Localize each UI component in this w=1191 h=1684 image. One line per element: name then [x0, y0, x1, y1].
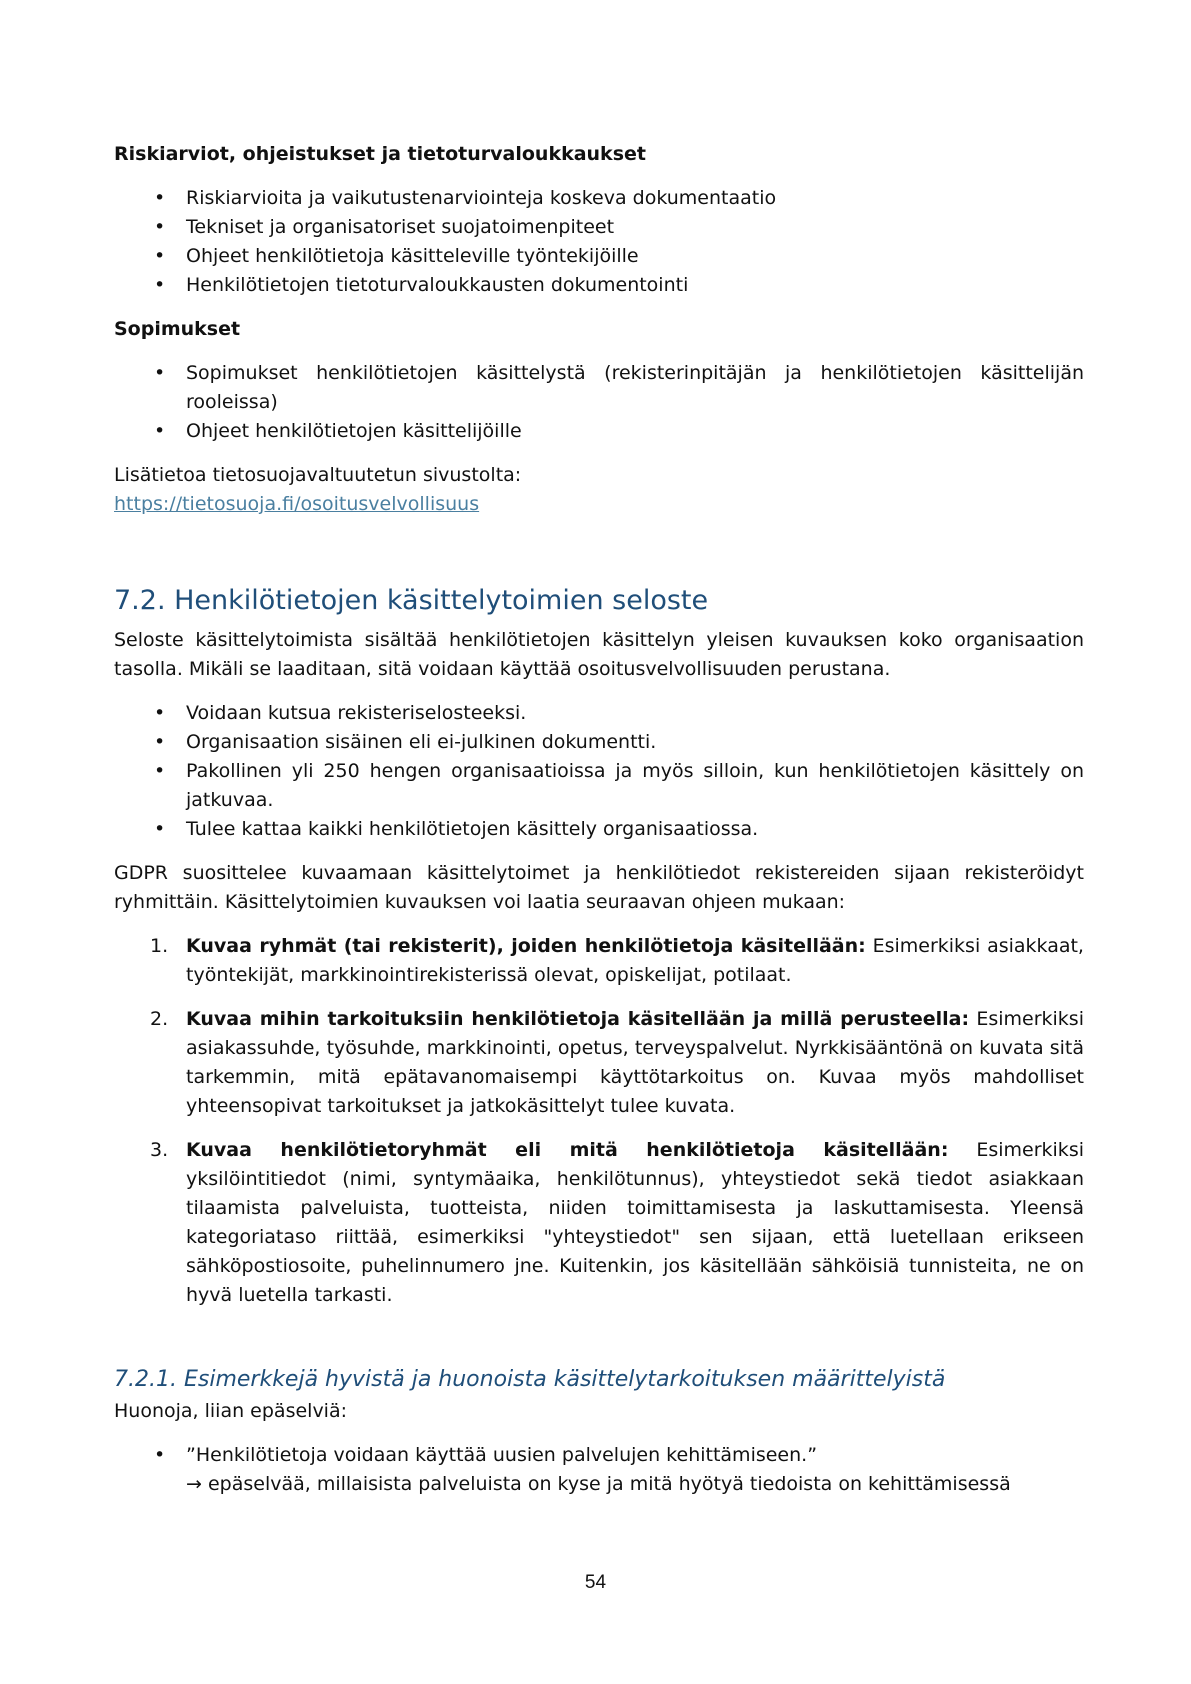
step-item — [114, 1136, 1084, 1310]
list-item: • Tekniset ja organisatoriset suojatoimenpiteet — [114, 213, 1084, 242]
quote-text: • ”Henkilötietoja voidaan käyttää uusien palvelujen kehittämiseen.” — [186, 1444, 818, 1466]
comment-text: epäselvää, millaisista palveluista on kyse ja mitä hyötyä tiedoista on kehittämisessä — [201, 1473, 1011, 1495]
section-721-list — [114, 1441, 1084, 1499]
list-item: • Tulee kattaa kaikki henkilötietojen käsittely organisaatiossa. — [114, 815, 1084, 844]
list-item: • Sopimukset henkilötietojen käsittelystä (rekisterinpitäjän ja henkilötietojen käsittelijän rooleissa) — [114, 359, 1084, 417]
section-72-list — [114, 699, 1084, 844]
step-text: Esimerkiksi yksilöintitiedot (nimi, syntymäaika, henkilötunnus), yhteystiedot sekä tiedot asiakkaan tilaamista palveluista, tuotteista, niiden toimittamisesta ja laskuttamisesta. Yleensä kategoriataso riittää, esimerkiksi "yhteystiedot" sen sijaan, että luetellaan erikseen sähköpostiosoite, puhelinnumero jne. Kuitenkin, jos käsitellään sähköisiä tunnisteita, ne on hyvä luetella tarkasti. — [186, 1139, 1084, 1306]
list-item: • Voidaan kutsua rekisteriselosteeksi. — [114, 699, 1084, 728]
step-number: 1. — [150, 935, 169, 957]
step-text: Esimerkiksi asiakassuhde, työsuhde, markkinointi, opetus, terveyspalvelut. Nyrkkisääntönä on kuvata sitä tarkemmin, mitä epätavanomaisempi käyttötarkoitus on. Kuvaa myös mahdolliset yhteensopivat tarkoitukset ja jatkokäsittelyt tulee kuvata. — [186, 1008, 1084, 1117]
step-item — [114, 932, 1084, 990]
step-item — [114, 1005, 1084, 1121]
list-item: • Pakollinen yli 250 hengen organisaatioissa ja myös silloin, kun henkilötietojen käsittely on jatkuvaa. — [114, 757, 1084, 815]
step-number: 2. — [150, 1008, 169, 1030]
section-721-title: 7.2.1. Esimerkkejä hyvistä ja huonoista käsittelytarkoituksen määrittelyistä — [114, 1367, 946, 1392]
list-item: • Ohjeet henkilötietojen käsittelijöille — [114, 417, 1084, 446]
step-bold: Kuvaa mihin tarkoituksiin henkilötietoja käsitellään ja millä perusteella: — [186, 1008, 970, 1030]
more-info-link[interactable]: https://tietosuoja.fi/osoitusvelvollisuus — [114, 493, 480, 515]
step-bold: Kuvaa henkilötietoryhmät eli mitä henkilötietoja käsitellään: — [186, 1139, 949, 1161]
section-721-intro: Huonoja, liian epäselviä: — [114, 1400, 348, 1422]
list-item — [114, 1441, 1084, 1499]
contracts-list — [114, 359, 1084, 446]
step-number: 3. — [150, 1139, 169, 1161]
arrow-right-icon: → — [186, 1473, 202, 1495]
steps-list — [114, 932, 1084, 1310]
more-info-text: Lisätietoa tietosuojavaltuutetun sivustolta: — [114, 464, 522, 486]
step-bold: Kuvaa ryhmät (tai rekisterit), joiden henkilötietoja käsitellään: — [186, 935, 866, 957]
gdpr-text: GDPR suosittelee kuvaamaan käsittelytoimet ja henkilötiedot rekistereiden sijaan rekisteröidyt ryhmittäin. Käsittelytoimien kuvauksen voi laatia seuraavan ohjeen mukaan: — [114, 862, 1084, 913]
list-item: • Henkilötietojen tietoturvaloukkausten dokumentointi — [114, 271, 1084, 300]
step-text: Esimerkiksi asiakkaat, työntekijät, markkinointirekisterissä olevat, opiskelijat, potilaat. — [186, 935, 1084, 986]
comment-line — [186, 1470, 1084, 1499]
list-item: • Ohjeet henkilötietoja käsitteleville työntekijöille — [114, 242, 1084, 271]
list-item: • Riskiarvioita ja vaikutustenarviointeja koskeva dokumentaatio — [114, 184, 1084, 213]
list-item: • Organisaation sisäinen eli ei-julkinen dokumentti. — [114, 728, 1084, 757]
section-72-intro: Seloste käsittelytoimista sisältää henkilötietojen käsittelyn yleisen kuvauksen koko organisaation tasolla. Mikäli se laaditaan, sitä voidaan käyttää osoitusvelvollisuuden perustana. — [114, 629, 1084, 680]
contracts-heading: Sopimukset — [114, 318, 241, 340]
page-number: 54 — [584, 1572, 607, 1593]
section-72-title: 7.2. Henkilötietojen käsittelytoimien seloste — [114, 585, 709, 616]
risk-list — [114, 184, 1084, 300]
risk-heading: Riskiarviot, ohjeistukset ja tietoturvaloukkaukset — [114, 143, 646, 165]
page-content — [114, 140, 1084, 1514]
